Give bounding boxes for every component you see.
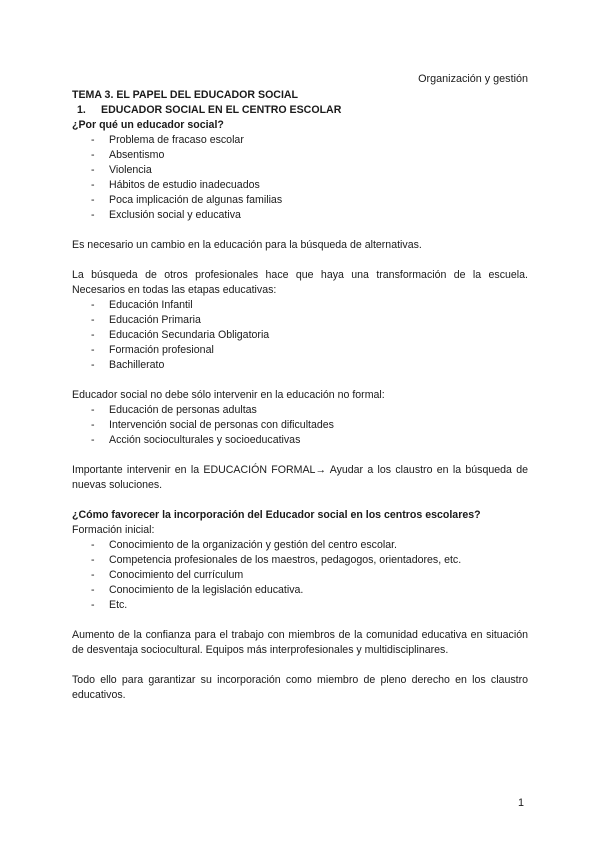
list-item: - Educación Primaria bbox=[72, 313, 528, 328]
nonformal-list bbox=[72, 403, 528, 448]
paragraph-change: Es necesario un cambio en la educación para la búsqueda de alternativas. bbox=[72, 239, 422, 251]
paragraph-confidence: Aumento de la confianza para el trabajo con miembros de la comunidad educativa en situación de desventaja sociocultural. Equipos más interprofesionales y multidisciplinares. bbox=[72, 629, 528, 656]
list-item: - Exclusión social y educativa bbox=[72, 208, 528, 223]
page-number: 1 bbox=[517, 797, 524, 809]
paragraph-guarantee: Todo ello para garantizar su incorporación como miembro de pleno derecho en los claustro educativos. bbox=[72, 674, 528, 701]
list-item: - Acción socioculturales y socioeducativas bbox=[72, 433, 528, 448]
list-item: - Formación profesional bbox=[72, 343, 528, 358]
section-heading bbox=[72, 103, 528, 118]
list-item: - Educación Secundaria Obligatoria bbox=[72, 328, 528, 343]
list-item: - Bachillerato bbox=[72, 358, 528, 373]
list-item: - Hábitos de estudio inadecuados bbox=[72, 178, 528, 193]
list-item: - Conocimiento de la legislación educativa. bbox=[72, 583, 528, 598]
list-item: - Educación de personas adultas bbox=[72, 403, 528, 418]
list-item: - Violencia bbox=[72, 163, 528, 178]
list-item: - Educación Infantil bbox=[72, 298, 528, 313]
formation-label: Formación inicial: bbox=[72, 524, 155, 536]
section-number: 1. bbox=[77, 104, 86, 116]
question-heading-2: ¿Cómo favorecer la incorporación del Educador social en los centros escolares? bbox=[72, 509, 481, 521]
list-item: - Problema de fracaso escolar bbox=[72, 133, 528, 148]
list-item: - Conocimiento del currículum bbox=[72, 568, 528, 583]
list-item: - Absentismo bbox=[72, 148, 528, 163]
list-item: - Conocimiento de la organización y gestión del centro escolar. bbox=[72, 538, 528, 553]
list-item: - Competencia profesionales de los maestros, pedagogos, orientadores, etc. bbox=[72, 553, 528, 568]
paragraph-formal: Importante intervenir en la EDUCACIÓN FORMAL→ Ayudar a los claustro en la búsqueda de nuevas soluciones. bbox=[72, 464, 528, 491]
formation-list bbox=[72, 538, 528, 613]
paragraph-nonformal: Educador social no debe sólo intervenir en la educación no formal: bbox=[72, 389, 385, 401]
stages-list bbox=[72, 298, 528, 373]
document-body bbox=[72, 88, 528, 703]
page-title: TEMA 3. EL PAPEL DEL EDUCADOR SOCIAL bbox=[72, 89, 299, 101]
reasons-list bbox=[72, 133, 528, 223]
list-item: - Intervención social de personas con dificultades bbox=[72, 418, 528, 433]
question-heading-1: ¿Por qué un educador social? bbox=[72, 119, 224, 131]
section-heading-text: EDUCADOR SOCIAL EN EL CENTRO ESCOLAR bbox=[101, 104, 342, 116]
list-item: - Poca implicación de algunas familias bbox=[72, 193, 528, 208]
list-item: - Etc. bbox=[72, 598, 528, 613]
paragraph-professionals: La búsqueda de otros profesionales hace que haya una transformación de la escuela. Necesarios en todas las etapas educativas: bbox=[72, 269, 528, 296]
running-header: Organización y gestión bbox=[418, 73, 528, 85]
